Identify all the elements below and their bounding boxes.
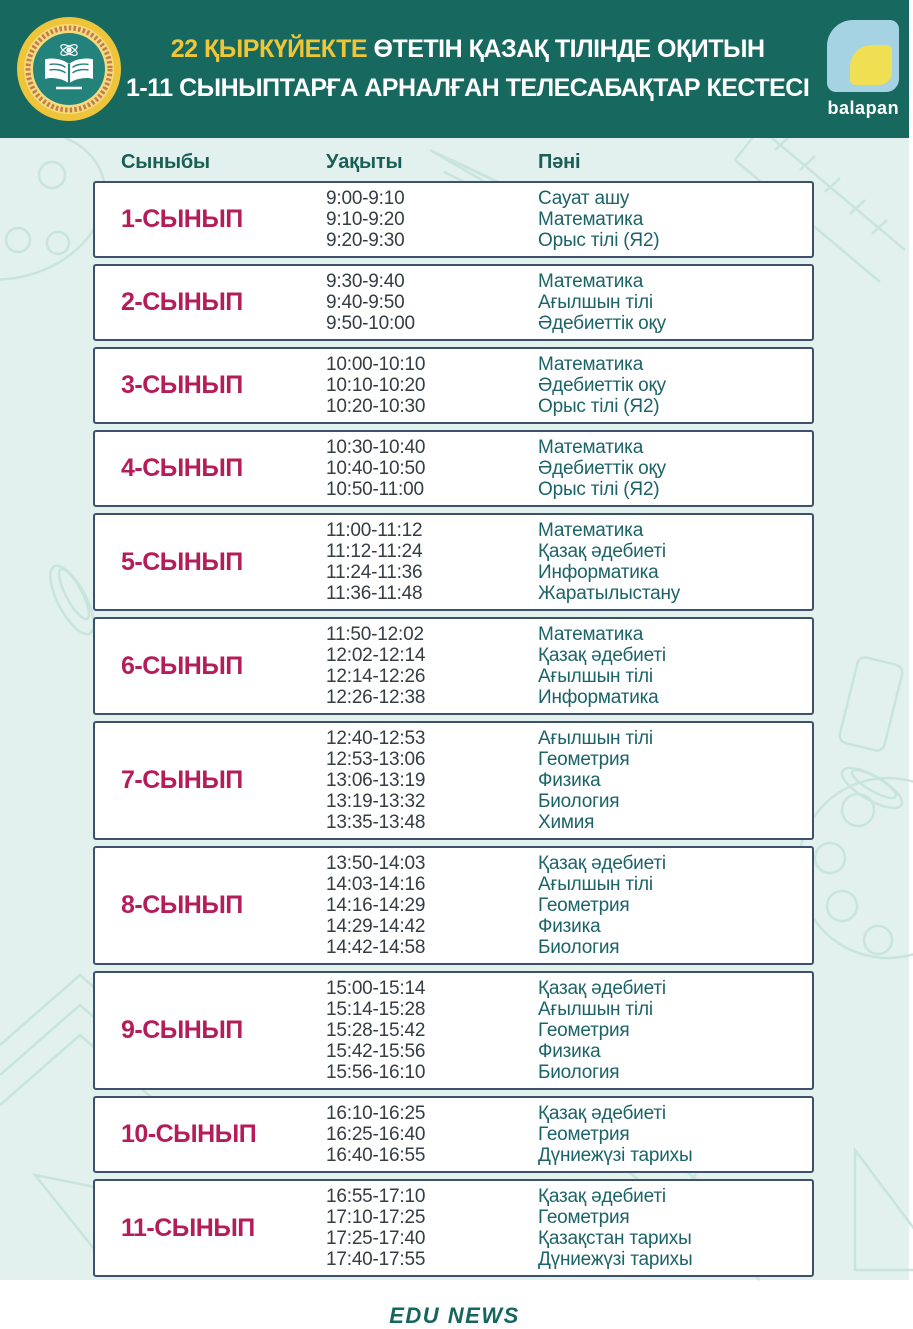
lesson-time: 10:20-10:30 (326, 396, 426, 417)
grade-label: 1-СЫНЫП (121, 205, 243, 233)
column-header-subject: Пәні (538, 151, 581, 173)
lesson-time: 13:50-14:03 (326, 853, 426, 874)
lesson-time: 9:50-10:00 (326, 313, 415, 334)
footer (0, 1303, 909, 1329)
lesson-subject: Қазақ әдебиеті (538, 645, 666, 666)
lesson-subject: Ағылшын тілі (538, 728, 653, 749)
lesson-time: 10:50-11:00 (326, 479, 424, 500)
header-banner (0, 0, 909, 138)
subjects-column (538, 978, 812, 1083)
lesson-subject: Математика (538, 437, 644, 458)
grade-label: 3-СЫНЫП (121, 371, 243, 399)
subjects-column (538, 188, 812, 251)
times-column (326, 188, 538, 251)
lesson-subject: Ағылшын тілі (538, 666, 653, 687)
lesson-time: 10:30-10:40 (326, 437, 426, 458)
balapan-wordmark: balapan (827, 97, 900, 118)
lesson-time: 16:55-17:10 (326, 1186, 426, 1207)
schedule-card (93, 264, 814, 341)
lesson-time: 11:36-11:48 (326, 583, 423, 604)
schedule-card (93, 971, 814, 1090)
lesson-time: 13:19-13:32 (326, 791, 426, 812)
subjects-column (538, 1186, 812, 1270)
lesson-subject: Биология (538, 1062, 620, 1083)
title-line-1 (126, 30, 809, 69)
schedule-card (93, 181, 814, 258)
grade-label: 7-СЫНЫП (121, 766, 243, 794)
lesson-time: 11:24-11:36 (326, 562, 423, 583)
subjects-column (538, 354, 812, 417)
lesson-time: 14:42-14:58 (326, 937, 426, 958)
grade-label: 11-СЫНЫП (121, 1213, 255, 1242)
lesson-subject: Математика (538, 520, 644, 541)
schedule-table (93, 151, 814, 1277)
schedule-card (93, 347, 814, 424)
lesson-time: 11:00-11:12 (326, 520, 423, 541)
lesson-time: 17:10-17:25 (326, 1207, 426, 1228)
lesson-subject: Информатика (538, 687, 659, 708)
times-column (326, 978, 538, 1083)
column-header-grade: Сыныбы (121, 151, 210, 173)
lesson-time: 14:16-14:29 (326, 895, 426, 916)
lesson-time: 10:00-10:10 (326, 354, 426, 375)
lesson-time: 11:12-11:24 (326, 541, 423, 562)
lesson-time: 9:20-9:30 (326, 230, 405, 251)
times-column (326, 1103, 538, 1166)
lesson-subject: Әдебиеттік оқу (538, 458, 666, 479)
lesson-subject: Дүниежүзі тарихы (538, 1145, 693, 1166)
lesson-subject: Химия (538, 812, 595, 833)
lesson-subject: Физика (538, 1041, 601, 1062)
lesson-subject: Қазақ әдебиеті (538, 978, 666, 999)
ministry-emblem-icon (16, 16, 122, 122)
lesson-time: 15:14-15:28 (326, 999, 426, 1020)
lesson-subject: Математика (538, 624, 644, 645)
lesson-time: 15:42-15:56 (326, 1041, 426, 1062)
lesson-subject: Математика (538, 271, 644, 292)
lesson-subject: Геометрия (538, 1020, 630, 1041)
lesson-subject: Геометрия (538, 1207, 630, 1228)
lesson-time: 14:29-14:42 (326, 916, 426, 937)
times-column (326, 520, 538, 604)
lesson-time: 16:10-16:25 (326, 1103, 426, 1124)
column-header-time: Уақыты (326, 151, 403, 173)
grade-label: 10-СЫНЫП (121, 1120, 257, 1148)
times-column (326, 728, 538, 833)
lesson-subject: Дүниежүзі тарихы (538, 1249, 693, 1270)
grade-label: 6-СЫНЫП (121, 651, 243, 680)
lesson-time: 13:35-13:48 (326, 812, 426, 833)
lesson-subject: Геометрия (538, 895, 630, 916)
schedule-card (93, 721, 814, 840)
lesson-subject: Физика (538, 916, 601, 937)
subjects-column (538, 437, 812, 500)
lesson-subject: Қазақстан тарихы (538, 1228, 692, 1249)
lesson-subject: Әдебиеттік оқу (538, 375, 666, 396)
grade-label: 8-СЫНЫП (121, 891, 243, 919)
lesson-time: 11:50-12:02 (326, 624, 424, 645)
lesson-time: 15:00-15:14 (326, 978, 426, 999)
lesson-subject: Геометрия (538, 1124, 630, 1145)
schedule-card (93, 617, 814, 715)
lesson-time: 12:26-12:38 (326, 687, 426, 708)
lesson-time: 14:03-14:16 (326, 874, 426, 895)
lesson-subject: Жаратылыстану (538, 583, 681, 604)
lesson-subject: Ағылшын тілі (538, 874, 653, 895)
lesson-time: 16:25-16:40 (326, 1124, 426, 1145)
lesson-time: 12:53-13:06 (326, 749, 426, 770)
lesson-subject: Ағылшын тілі (538, 999, 653, 1020)
times-column (326, 624, 538, 708)
lesson-time: 15:28-15:42 (326, 1020, 426, 1041)
lesson-time: 9:30-9:40 (326, 271, 405, 292)
lesson-subject: Биология (538, 937, 620, 958)
footer-brand-text: EDU NEWS (389, 1303, 520, 1328)
times-column (326, 271, 538, 334)
lesson-time: 16:40-16:55 (326, 1145, 426, 1166)
lesson-time: 10:40-10:50 (326, 458, 426, 479)
times-column (326, 1186, 538, 1270)
lesson-subject: Сауат ашу (538, 188, 630, 209)
title-date-highlight: 22 ҚЫРКҮЙЕКТЕ (170, 35, 368, 63)
subjects-column (538, 1103, 812, 1166)
subjects-column (538, 624, 812, 708)
grade-label: 9-СЫНЫП (121, 1016, 243, 1044)
grade-label: 4-СЫНЫП (121, 454, 243, 482)
schedule-card (93, 1179, 814, 1277)
subjects-column (538, 520, 812, 604)
subjects-column (538, 271, 812, 334)
title-line-2: 1-11 СЫНЫПТАРҒА АРНАЛҒАН ТЕЛЕСАБАҚТАР КЕСТЕСІ (126, 74, 810, 102)
lesson-time: 15:56-16:10 (326, 1062, 426, 1083)
lesson-subject: Ағылшын тілі (538, 292, 653, 313)
lesson-time: 12:14-12:26 (326, 666, 426, 687)
grade-label: 2-СЫНЫП (121, 288, 243, 316)
grade-label: 5-СЫНЫП (121, 547, 243, 576)
lesson-subject: Информатика (538, 562, 659, 583)
lesson-time: 17:25-17:40 (326, 1228, 426, 1249)
balapan-petal-icon (850, 45, 892, 85)
lesson-time: 12:02-12:14 (326, 645, 426, 666)
schedule-card-list (93, 181, 814, 1277)
lesson-subject: Қазақ әдебиеті (538, 1103, 666, 1124)
schedule-card (93, 1096, 814, 1173)
lesson-time: 9:10-9:20 (326, 209, 405, 230)
lesson-time: 9:40-9:50 (326, 292, 405, 313)
lesson-subject: Қазақ әдебиеті (538, 541, 666, 562)
title-line1-rest: ӨТЕТІН ҚАЗАҚ ТІЛІНДЕ ОҚИТЫН (367, 35, 765, 63)
lesson-time: 13:06-13:19 (326, 770, 426, 791)
lesson-subject: Орыс тілі (Я2) (538, 230, 660, 251)
subjects-column (538, 853, 812, 958)
schedule-card (93, 513, 814, 611)
balapan-logo-icon (827, 20, 899, 92)
lesson-subject: Математика (538, 209, 644, 230)
lesson-subject: Геометрия (538, 749, 630, 770)
schedule-card (93, 430, 814, 507)
lesson-subject: Биология (538, 791, 620, 812)
times-column (326, 437, 538, 500)
header-titles (122, 30, 813, 108)
lesson-time: 17:40-17:55 (326, 1249, 426, 1270)
subjects-column (538, 728, 812, 833)
lesson-subject: Орыс тілі (Я2) (538, 479, 660, 500)
lesson-subject: Орыс тілі (Я2) (538, 396, 660, 417)
lesson-time: 10:10-10:20 (326, 375, 426, 396)
lesson-subject: Қазақ әдебиеті (538, 853, 666, 874)
lesson-time: 12:40-12:53 (326, 728, 426, 749)
lesson-subject: Математика (538, 354, 644, 375)
lesson-time: 9:00-9:10 (326, 188, 405, 209)
times-column (326, 853, 538, 958)
column-headers (93, 151, 814, 174)
lesson-subject: Қазақ әдебиеті (538, 1186, 666, 1207)
schedule-card (93, 846, 814, 965)
times-column (326, 354, 538, 417)
balapan-logo (813, 20, 913, 119)
lesson-subject: Әдебиеттік оқу (538, 313, 666, 334)
lesson-subject: Физика (538, 770, 601, 791)
